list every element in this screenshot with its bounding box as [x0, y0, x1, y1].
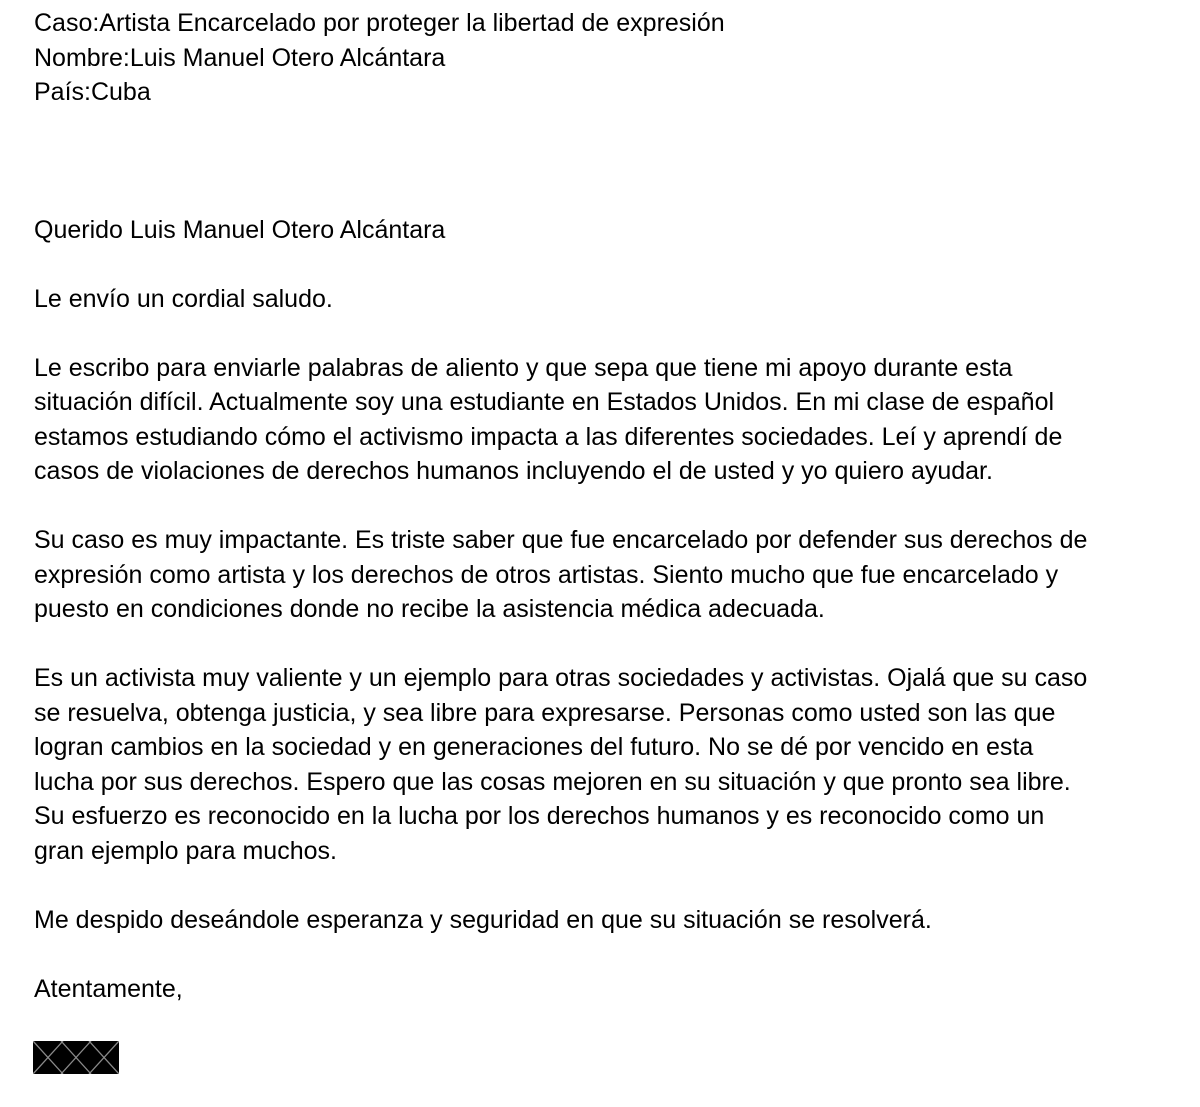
redaction-pattern-icon [33, 1041, 119, 1074]
paragraph-case: Su caso es muy impactante. Es triste saber que fue encarcelado por defender sus derechos de expresión como artista y los derechos de otros artistas. Siento mucho que fue encarcelado y puesto en condiciones donde no recibe la asistencia médica adecuada. [34, 526, 1088, 623]
redacted-signature [33, 1041, 119, 1074]
salutation: Querido Luis Manuel Otero Alcántara [34, 215, 446, 244]
sign-off: Atentamente, [34, 974, 183, 1003]
paragraph-encouragement: Es un activista muy valiente y un ejemplo para otras sociedades y activistas. Ojalá que su caso se resuelva, obtenga justicia, y sea libre para expresarse. Personas como usted son las que logran cambios en la sociedad y en generaciones del futuro. No se dé por vencido en esta lucha por sus derechos. Espero que las cosas mejoren en su situación y que pronto sea libre. Su esfuerzo es reconocido en la lucha por los derechos humanos y es reconocido como un gran ejemplo para muchos. [34, 664, 1088, 865]
paragraph-support: Le escribo para enviarle palabras de aliento y que sepa que tiene mi apoyo durante esta situación difícil. Actualmente soy una estudiante en Estados Unidos. En mi clase de español estamos estudiando cómo el activismo impacta a las diferentes sociedades. Leí y aprendí de casos de violaciones de derechos humanos incluyendo el de usted y yo quiero ayudar. [34, 353, 1063, 485]
name-line: Nombre:Luis Manuel Otero Alcántara [34, 43, 446, 72]
closing-sentence: Me despido deseándole esperanza y seguridad en que su situación se resolverá. [34, 905, 932, 934]
case-line: Caso:Artista Encarcelado por proteger la libertad de expresión [34, 9, 725, 37]
greeting: Le envío un cordial saludo. [34, 284, 333, 313]
country-line: País:Cuba [34, 78, 151, 106]
case-header [34, 6, 1154, 110]
letter-document [34, 6, 1154, 1006]
